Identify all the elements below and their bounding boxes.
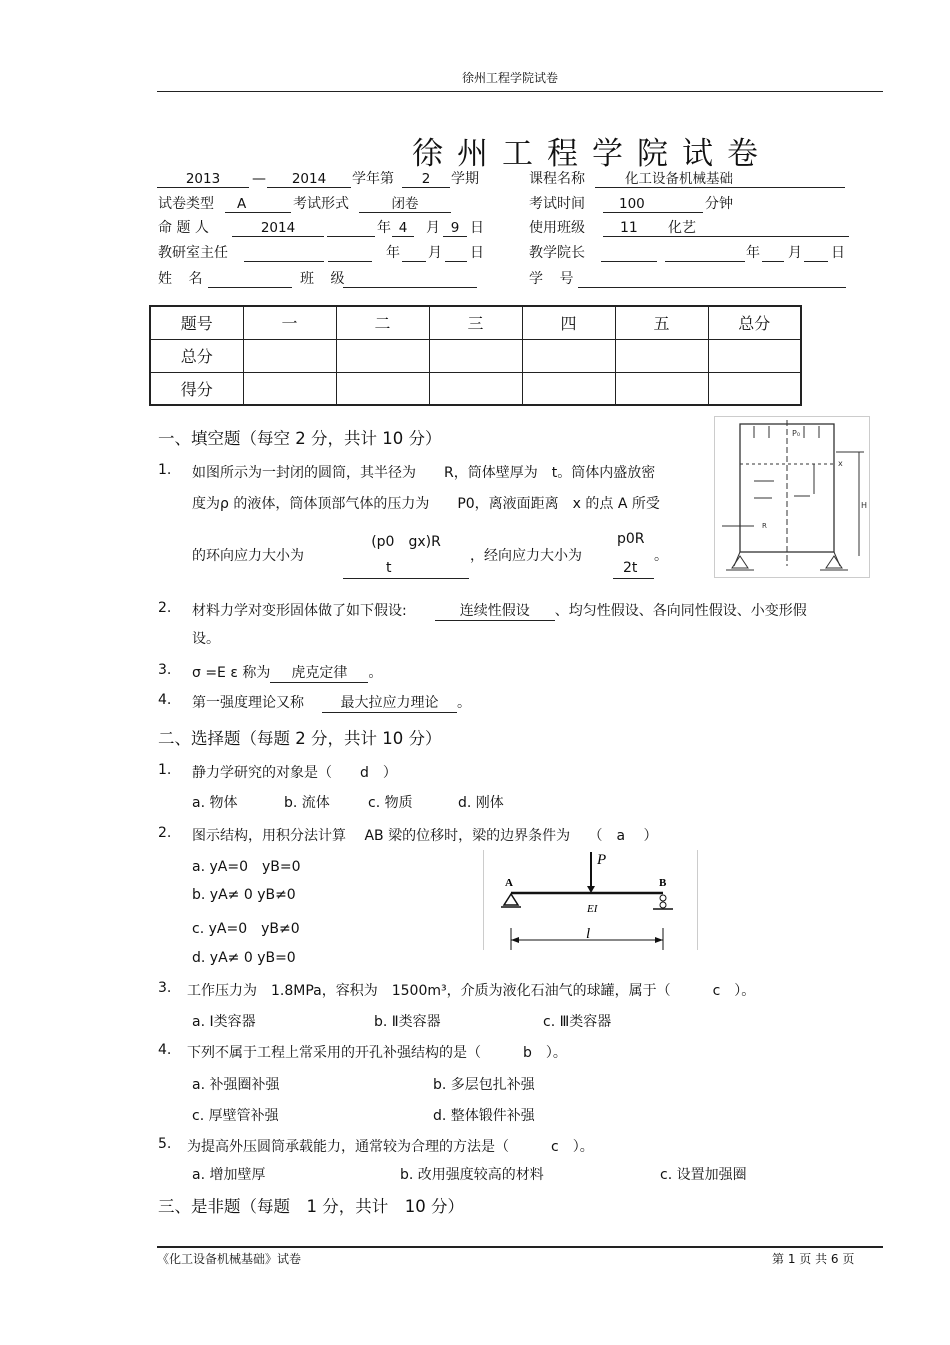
s2q5-text: 为提高外压圆筒承载能力，通常较为合理的方法是（ c ）。 xyxy=(187,1139,594,1155)
beam-figure xyxy=(483,850,698,950)
s2q3-opt-a: a. Ⅰ类容器 xyxy=(192,1014,256,1030)
beam-b-label: B xyxy=(659,877,667,889)
s2q2-opt-c: c. yA=0 yB≠0 xyxy=(192,921,300,937)
q3-num: 3. xyxy=(158,662,172,678)
s2q1-opt-a: a. 物体 xyxy=(192,795,238,811)
s2q1-opt-d: d. 刚体 xyxy=(458,795,504,811)
tank-r-label: R xyxy=(762,522,767,530)
tank-x-label: x xyxy=(838,459,843,468)
author-blank xyxy=(327,219,375,237)
q1-num: 1. xyxy=(158,462,172,478)
table-cell[interactable] xyxy=(522,372,615,405)
author-label: 命 题 人 xyxy=(158,220,209,236)
q3-pre: σ =E ε 称为 xyxy=(192,665,271,681)
table-cell[interactable] xyxy=(708,372,801,405)
table-cell[interactable] xyxy=(336,339,429,372)
xuehao-label: 学 号 xyxy=(529,271,580,287)
paper-type: A xyxy=(225,195,291,213)
table-cell: 总分 xyxy=(708,306,801,339)
author-year: 2014 xyxy=(232,219,324,237)
s2q1-opt-c: c. 物质 xyxy=(368,795,413,811)
s2q5-opt-c: c. 设置加强圈 xyxy=(660,1167,747,1183)
table-cell: 四 xyxy=(522,306,615,339)
q2-line2: 设。 xyxy=(192,631,220,647)
q1-line1: 如图所示为一封闭的圆筒，其半径为 R，筒体壁厚为 t。筒体内盛放密 xyxy=(192,465,656,481)
dept-month xyxy=(402,244,426,262)
frac1-num: (p0 gx)R xyxy=(371,534,441,550)
table-row xyxy=(150,306,801,339)
dean-month xyxy=(762,244,784,262)
q4-pre: 第一强度理论又称 xyxy=(192,695,304,711)
frac1-den: t xyxy=(386,560,392,576)
table-cell: 总分 xyxy=(150,339,243,372)
s2q4-opt-d: d. 整体锻件补强 xyxy=(433,1108,535,1124)
ri-label-3: 日 xyxy=(831,245,845,261)
table-cell[interactable] xyxy=(615,372,708,405)
term: 2 xyxy=(402,170,450,188)
tank-figure xyxy=(714,416,870,578)
table-cell: 三 xyxy=(429,306,522,339)
s2q4-num: 4. xyxy=(158,1042,172,1058)
frac1-bar xyxy=(343,578,469,579)
xuehao-field[interactable] xyxy=(578,270,846,288)
s2q5-num: 5. xyxy=(158,1136,172,1152)
q2-answer: 连续性假设 xyxy=(435,600,555,621)
table-cell[interactable] xyxy=(522,339,615,372)
q1-line2: 度为ρ 的液体，筒体顶部气体的压力为 P0，离液面距离 x 的点 A 所受 xyxy=(192,496,660,512)
table-cell[interactable] xyxy=(243,372,336,405)
xuenian-label: 学年第 xyxy=(352,171,394,187)
dean-label: 教学院长 xyxy=(529,245,585,261)
q4-line xyxy=(192,692,471,713)
section-2-title: 二、选择题（每题 2 分，共计 10 分） xyxy=(158,729,442,748)
time-label: 考试时间 xyxy=(529,196,585,212)
table-cell[interactable] xyxy=(615,339,708,372)
frac2-bar xyxy=(613,578,654,579)
dept-sign xyxy=(244,244,324,262)
q4-answer: 最大拉应力理论 xyxy=(322,692,457,713)
table-cell[interactable] xyxy=(708,339,801,372)
dean-day xyxy=(804,244,828,262)
score-table xyxy=(149,305,802,406)
tank-p0-label: P₀ xyxy=(792,429,801,438)
dean-sign xyxy=(601,244,657,262)
paper-type-label: 试卷类型 xyxy=(158,196,214,212)
beam-length-label: l xyxy=(586,926,591,942)
table-cell[interactable] xyxy=(429,339,522,372)
s2q2-opt-d: d. yA≠ 0 yB=0 xyxy=(192,950,296,966)
s2q1-text: 静力学研究的对象是（ d ） xyxy=(192,765,397,781)
name-label: 姓 名 xyxy=(158,271,209,287)
dept-year xyxy=(328,244,372,262)
s2q2-opt-a: a. yA=0 yB=0 xyxy=(192,859,301,875)
footer-left: 《化工设备机械基础》试卷 xyxy=(157,1252,302,1266)
q4-post: 。 xyxy=(457,695,471,711)
s2q3-opt-c: c. Ⅲ类容器 xyxy=(543,1014,612,1030)
running-header: 徐州工程学院试卷 xyxy=(462,71,559,85)
table-cell: 二 xyxy=(336,306,429,339)
q4-num: 4. xyxy=(158,692,172,708)
s2q2-num: 2. xyxy=(158,825,172,841)
q1-line3a: 的环向应力大小为 xyxy=(192,548,304,564)
author-day: 9 xyxy=(443,219,467,237)
table-cell[interactable] xyxy=(429,372,522,405)
yue-label-3: 月 xyxy=(788,245,802,261)
q1-end: 。 xyxy=(654,548,668,564)
section-3-title: 三、是非题（每题 1 分，共计 10 分） xyxy=(158,1197,464,1216)
s2q3-num: 3. xyxy=(158,980,172,996)
author-month: 4 xyxy=(392,219,414,237)
course-label: 课程名称 xyxy=(529,171,585,187)
beam-load-label: P xyxy=(597,852,607,868)
dean-year xyxy=(665,244,745,262)
s2q1-opt-b: b. 流体 xyxy=(284,795,330,811)
s2q4-opt-c: c. 厚壁管补强 xyxy=(192,1108,279,1124)
table-cell[interactable] xyxy=(243,339,336,372)
tank-h-label: H xyxy=(861,501,868,510)
beam-ei-label: EI xyxy=(587,903,598,915)
s2q1-num: 1. xyxy=(158,762,172,778)
nian-label: 年 xyxy=(377,220,391,236)
q3-post: 。 xyxy=(368,665,383,681)
ri-label-2: 日 xyxy=(470,245,484,261)
frac2-den: 2t xyxy=(623,560,638,576)
frac2-num: p0R xyxy=(617,531,645,547)
dash: — xyxy=(252,171,266,187)
s2q2-opt-b: b. yA≠ 0 yB≠0 xyxy=(192,887,296,903)
table-row xyxy=(150,339,801,372)
table-cell: 题号 xyxy=(150,306,243,339)
header-rule xyxy=(157,91,883,92)
table-cell: 五 xyxy=(615,306,708,339)
banji-field[interactable] xyxy=(343,270,477,288)
year-end: 2014 xyxy=(267,170,351,188)
xueqi-label: 学期 xyxy=(451,171,479,187)
q2-line xyxy=(192,600,807,621)
s2q4-text: 下列不属于工程上常采用的开孔补强结构的是（ b ）。 xyxy=(187,1045,567,1061)
s2q2-text: 图示结构，用积分法计算 AB 梁的位移时，梁的边界条件为 （ a ） xyxy=(192,828,658,844)
q1-line3b: ，经向应力大小为 xyxy=(470,548,582,564)
class-num: 11 xyxy=(620,220,638,236)
s2q3-text: 工作压力为 1.8MPa，容积为 1500m³，介质为液化石油气的球罐，属于（ c ）。 xyxy=(187,983,756,999)
exam-time: 100 xyxy=(603,195,703,213)
q3-line xyxy=(192,662,382,683)
class-label: 使用班级 xyxy=(529,220,585,236)
page-title: 徐州工程学院试卷 xyxy=(412,136,772,172)
footer-right: 第 1 页 共 6 页 xyxy=(772,1252,855,1266)
q2-post: 、均匀性假设、各向同性假设、小变形假 xyxy=(554,603,807,619)
beam-a-label: A xyxy=(505,877,513,889)
table-cell: 得分 xyxy=(150,372,243,405)
class-line xyxy=(603,219,849,237)
time-unit: 分钟 xyxy=(705,196,733,212)
exam-form: 闭卷 xyxy=(359,195,451,213)
table-cell[interactable] xyxy=(336,372,429,405)
dept-day xyxy=(445,244,467,262)
section-1-title: 一、填空题（每空 2 分，共计 10 分） xyxy=(158,429,442,448)
yue-label-2: 月 xyxy=(428,245,442,261)
nian-label-2: 年 xyxy=(386,245,400,261)
footer-rule xyxy=(157,1246,883,1248)
class-name: 化艺 xyxy=(668,220,696,236)
s2q4-opt-a: a. 补强圈补强 xyxy=(192,1077,280,1093)
s2q5-opt-b: b. 改用强度较高的材料 xyxy=(400,1167,544,1183)
table-cell: 一 xyxy=(243,306,336,339)
s2q4-opt-b: b. 多层包扎补强 xyxy=(433,1077,535,1093)
table-row xyxy=(150,372,801,405)
nian-label-3: 年 xyxy=(746,245,760,261)
exam-form-label: 考试形式 xyxy=(293,196,349,212)
q2-pre: 材料力学对变形固体做了如下假设: xyxy=(192,603,407,619)
s2q3-opt-b: b. Ⅱ类容器 xyxy=(374,1014,441,1030)
name-field[interactable] xyxy=(208,270,292,288)
dept-label: 教研室主任 xyxy=(158,245,228,261)
ri-label: 日 xyxy=(470,220,484,236)
q3-answer: 虎克定律 xyxy=(270,662,368,683)
yue-label: 月 xyxy=(426,220,440,236)
q2-num: 2. xyxy=(158,600,172,616)
s2q5-opt-a: a. 增加壁厚 xyxy=(192,1167,266,1183)
course-name: 化工设备机械基础 xyxy=(595,170,845,188)
banji-label: 班 级 xyxy=(300,271,351,287)
year-start: 2013 xyxy=(157,170,249,188)
